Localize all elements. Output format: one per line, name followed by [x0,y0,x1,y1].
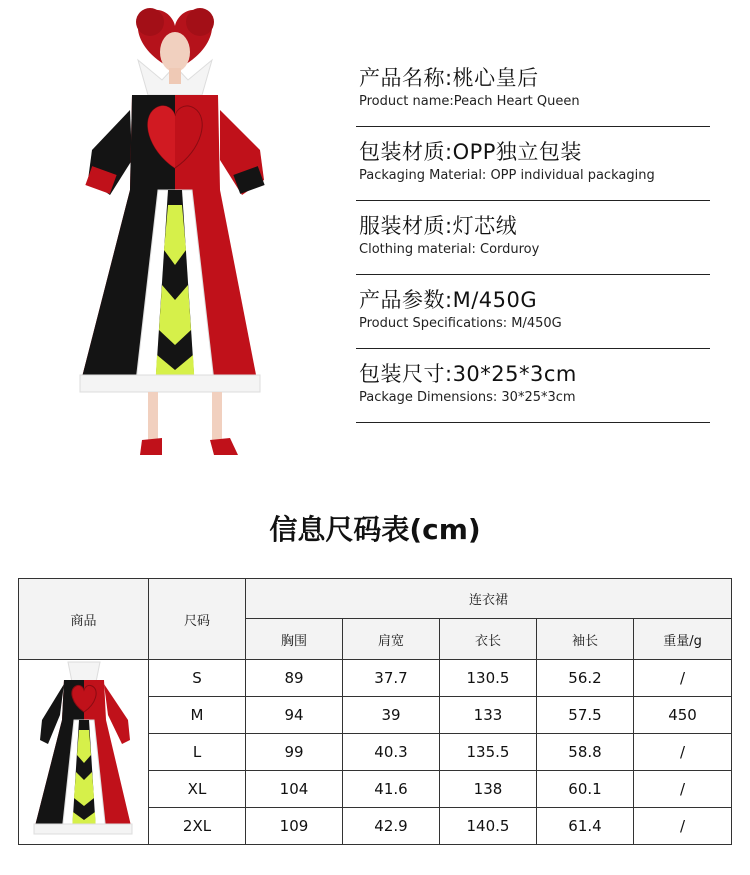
table-row [19,660,732,697]
spec-label-en: Product Specifications: M/450G [359,316,562,331]
header-bust: 胸围 [246,619,343,660]
cell-shoulder: 40.3 [343,734,440,771]
header-shoulder: 肩宽 [343,619,440,660]
spec-item-specification [356,278,710,349]
cell-bust: 99 [246,734,343,771]
spec-item-packaging [356,130,710,201]
cell-sleeve: 57.5 [537,697,634,734]
header-product: 商品 [19,579,149,660]
cell-bust: 109 [246,808,343,845]
header-length: 衣长 [440,619,537,660]
cell-shoulder: 42.9 [343,808,440,845]
cell-shoulder: 39 [343,697,440,734]
spec-item-package-dimensions [356,352,710,423]
spec-item-product-name [356,56,710,127]
cell-size: 2XL [149,808,246,845]
cell-weight: / [634,734,732,771]
size-chart-title: 信息尺码表(cm) [269,513,481,546]
cell-length: 130.5 [440,660,537,697]
spec-label-en: Package Dimensions: 30*25*3cm [359,390,576,405]
cell-weight: / [634,771,732,808]
cell-shoulder: 41.6 [343,771,440,808]
cell-weight: / [634,808,732,845]
spec-label-cn: 产品名称:桃心皇后 [359,66,539,90]
cell-bust: 104 [246,771,343,808]
product-thumbnail [19,660,149,845]
product-photo [70,0,280,470]
header-weight: 重量/g [634,619,732,660]
spec-label-cn: 服装材质:灯芯绒 [359,214,518,238]
cell-weight: 450 [634,697,732,734]
spec-label-en: Packaging Material: OPP individual packaging [359,168,655,183]
cell-bust: 89 [246,660,343,697]
cell-size: L [149,734,246,771]
cell-sleeve: 56.2 [537,660,634,697]
spec-label-cn: 包装材质:OPP独立包装 [359,140,582,164]
cell-bust: 94 [246,697,343,734]
cell-length: 138 [440,771,537,808]
cell-sleeve: 60.1 [537,771,634,808]
cell-sleeve: 61.4 [537,808,634,845]
spec-label-en: Product name:Peach Heart Queen [359,94,580,109]
size-chart-table [18,578,732,845]
cell-shoulder: 37.7 [343,660,440,697]
header-size: 尺码 [149,579,246,660]
cell-length: 140.5 [440,808,537,845]
cell-size: S [149,660,246,697]
spec-item-material [356,204,710,275]
cell-size: M [149,697,246,734]
cell-size: XL [149,771,246,808]
header-dress-group: 连衣裙 [246,579,732,619]
spec-list [356,56,710,426]
spec-label-en: Clothing material: Corduroy [359,242,540,257]
header-sleeve: 袖长 [537,619,634,660]
cell-weight: / [634,660,732,697]
cell-length: 133 [440,697,537,734]
spec-label-cn: 包装尺寸:30*25*3cm [359,362,577,386]
spec-label-cn: 产品参数:M/450G [359,288,538,312]
cell-length: 135.5 [440,734,537,771]
cell-sleeve: 58.8 [537,734,634,771]
